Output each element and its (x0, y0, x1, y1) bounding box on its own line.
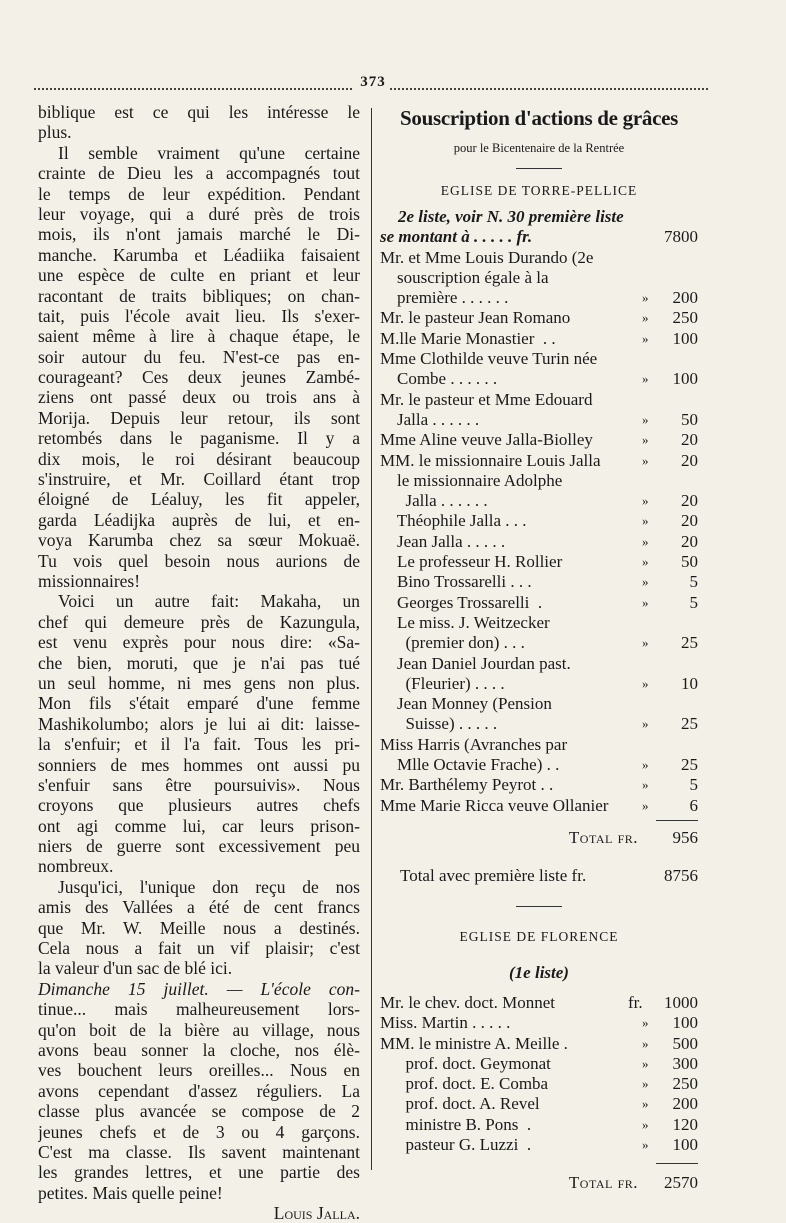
subscription-entry (380, 390, 698, 410)
donor-name: Jalla . . . . . . (380, 491, 488, 511)
florence-total: Total fr. 2570 (380, 1171, 698, 1195)
donation-amount: 25 (681, 755, 698, 775)
subscription-entry (380, 471, 698, 491)
text-line: un seul homme, ni mes gens non plus. (38, 672, 360, 693)
ditto-mark: » (642, 635, 649, 651)
ditto-mark: » (642, 432, 649, 448)
donation-amount: 20 (681, 531, 698, 551)
text-line: la valeur d'un sac de blé ici. (38, 958, 233, 979)
text-line: petites. Mais quelle peine! (38, 1182, 223, 1203)
text-line: tinue... mais malheureusement lors- (38, 999, 360, 1020)
donation-amount: 500 (672, 1033, 698, 1053)
text-line: Cela nous a fait un vif plaisir; c'est (38, 938, 360, 959)
subscription-entry (380, 593, 698, 613)
ditto-mark: » (642, 371, 649, 387)
ditto-mark: » (642, 1035, 649, 1051)
text-line: missionnaires! (38, 570, 141, 591)
ditto-mark: » (642, 675, 649, 691)
ditto-mark: » (642, 574, 649, 590)
donation-amount: 20 (681, 511, 698, 531)
text-line: manche. Karumba et Léadiika faisaient (38, 244, 360, 265)
donation-amount: 1000 (664, 992, 698, 1012)
subscription-entry (380, 1115, 698, 1135)
donor-name: prof. doct. A. Revel (380, 1094, 540, 1114)
text-line: avons beau sonner la cloche, nos élè- (38, 1039, 360, 1060)
header-ornament-right (390, 88, 708, 90)
donor-name: Le miss. J. Weitzecker (380, 612, 550, 632)
subscription-entry (380, 532, 698, 552)
section-heading-florence: EGLISE DE FLORENCE (459, 928, 619, 944)
subscription-entry (380, 1135, 698, 1155)
subscription-entry (380, 674, 698, 694)
donor-name: Jalla . . . . . . (380, 409, 480, 429)
donation-amount: 120 (672, 1114, 698, 1134)
donor-name: MM. le ministre A. Meille . (380, 1033, 568, 1053)
donor-name: Miss. Martin . . . . . (380, 1013, 511, 1033)
text-line: chef qui demeure près de Kazungula, (38, 611, 360, 632)
text-line: éloigné de Léaluy, les fit appeler, (38, 489, 360, 510)
ditto-mark: » (642, 777, 649, 793)
text-line: dix mois, le roi désirant beaucoup (38, 448, 360, 469)
text-line: Tu vois quel besoin nous aurions de (38, 550, 360, 571)
donor-name: Georges Trossarelli . (380, 592, 543, 612)
text-line: amis des Vallées a été de cent francs (38, 897, 360, 918)
donor-name: Théophile Jalla . . . (380, 511, 527, 531)
ditto-mark: » (642, 1076, 649, 1092)
text-line: retombés dans le paganisme. Il y a (38, 428, 360, 449)
text-line: leur voyage, qui a duré près de trois (38, 203, 360, 224)
donation-amount: 25 (681, 714, 698, 734)
donation-amount: 100 (672, 328, 698, 348)
subscription-entry (380, 714, 698, 734)
subscription-entry (380, 248, 698, 268)
subscription-entry (380, 349, 698, 369)
donation-amount: 250 (672, 308, 698, 328)
florence-list-number: (1e liste) (509, 962, 569, 982)
text-line: ont agi comme lui, car leurs prison- (38, 815, 360, 836)
ditto-mark: » (642, 533, 649, 549)
subscription-entry (380, 613, 698, 633)
donor-name: le missionnaire Adolphe (380, 470, 563, 490)
total-rule (656, 1163, 698, 1164)
text-line: C'est ma classe. Ils savent maintenant (38, 1141, 360, 1162)
donor-name: Mr. le chev. doct. Monnet (380, 992, 555, 1012)
text-line: que Mr. W. Meille nous a destinés. (38, 917, 360, 938)
page-number: 373 (360, 74, 386, 90)
donor-name: Bino Trossarelli . . . (380, 572, 532, 592)
total-rule (656, 820, 698, 821)
text-line: saient même à lire à chaque étape, le (38, 326, 360, 347)
donation-amount: 250 (672, 1074, 698, 1094)
ditto-mark: » (642, 310, 649, 326)
subscription-title: Souscription d'actions de grâces (400, 106, 678, 130)
subscription-entry (380, 1094, 698, 1114)
subscription-entry (380, 694, 698, 714)
subscription-entry (380, 633, 698, 653)
donor-name: (premier don) . . . (380, 633, 525, 653)
florence-entries (380, 993, 698, 1155)
subscription-entry (380, 329, 698, 349)
text-line: sonniers de mes hommes ont aussi pu (38, 754, 360, 775)
subscription-entry (380, 1034, 698, 1054)
donor-name: Combe . . . . . . (380, 369, 498, 389)
text-line: qu'on boit de la bière au village, nous (38, 1019, 360, 1040)
ditto-mark: » (642, 554, 649, 570)
ditto-mark: fr. (628, 992, 643, 1012)
donor-name: MM. le missionnaire Louis Jalla (380, 450, 601, 470)
subscription-entry (380, 1013, 698, 1033)
text-line: Jusqu'ici, l'unique don reçu de nos (58, 876, 360, 897)
text-line: che bien, moruti, que je n'ai pas tué (38, 652, 360, 673)
text-line: jeunes chefs et de 3 ou 4 garçons. (38, 1121, 360, 1142)
text-line: plus. (38, 122, 72, 143)
donation-amount: 5 (689, 572, 698, 592)
donation-amount: 100 (672, 1013, 698, 1033)
section-heading-torre-pellice: EGLISE DE TORRE-PELLICE (440, 183, 638, 198)
donation-amount: 300 (672, 1053, 698, 1073)
intro-line-1: 2e liste, voir N. 30 première liste (398, 207, 624, 226)
text-line: crainte de Dieu les a accompagnés tout (38, 163, 360, 184)
subscription-entry (380, 491, 698, 511)
donation-amount: 5 (689, 775, 698, 795)
subscription-entry (380, 410, 698, 430)
ditto-mark: » (642, 1136, 649, 1152)
text-line: est venu exprès pour nous dire: «Sa- (38, 632, 360, 653)
subscription-entry (380, 572, 698, 592)
donor-name: Suisse) . . . . . (380, 714, 498, 734)
donor-name: Mme Aline veuve Jalla-Biolley (380, 430, 593, 450)
subscription-entry (380, 993, 698, 1013)
subscription-entry (380, 735, 698, 755)
subscription-entry (380, 369, 698, 389)
donor-name: Mme Marie Ricca veuve Ollanier (380, 795, 609, 815)
text-line: Il semble vraiment qu'une certaine (58, 142, 360, 163)
ditto-mark: » (642, 1055, 649, 1071)
text-line: les grandes lettres, et une partie des (38, 1162, 360, 1183)
donor-name: Le professeur H. Rollier (380, 552, 563, 572)
ditto-mark: » (642, 594, 649, 610)
text-line: avons cependant d'assez réguliers. La (38, 1080, 360, 1101)
text-line: courageant? Ces deux jeunes Zambé- (38, 367, 360, 388)
ditto-mark: » (642, 330, 649, 346)
text-line: Mon fils s'était emparé d'une femme (38, 693, 360, 714)
donation-amount: 20 (681, 430, 698, 450)
subscription-entry (380, 288, 698, 308)
donation-amount: 50 (681, 552, 698, 572)
ditto-mark: » (642, 1096, 649, 1112)
header-ornament-left (34, 88, 352, 90)
donation-amount: 20 (681, 491, 698, 511)
donor-name: première . . . . . . (380, 288, 509, 308)
donation-amount: 20 (681, 450, 698, 470)
left-column-text (38, 102, 360, 1223)
text-line: le temps de leur expédition. Pendant (38, 183, 360, 204)
text-line: voya Karumba chez sa sœur Mokuaë. (38, 530, 360, 551)
subscription-entry (380, 755, 698, 775)
subscription-entry (380, 451, 698, 471)
ditto-mark: » (642, 513, 649, 529)
ditto-mark: » (642, 452, 649, 468)
donor-name: Mr. le pasteur Jean Romano (380, 308, 571, 328)
grand-total: Total avec première liste fr. 8756 (400, 865, 698, 885)
donor-name: Miss Harris (Avranches par (380, 734, 568, 754)
torre-pellice-total: Total fr. 956 (380, 826, 698, 850)
ditto-mark: » (642, 757, 649, 773)
ditto-mark: » (642, 1116, 649, 1132)
donor-name: M.lle Marie Monastier . . (380, 328, 556, 348)
title-rule (516, 168, 562, 169)
donor-name: ministre B. Pons . (380, 1114, 532, 1134)
donation-amount: 200 (672, 288, 698, 308)
text-line: tait, puis l'école avait lieu. Ils s'exer- (38, 305, 360, 326)
text-line: une espèce de culte en priant et leur (38, 265, 360, 286)
donation-amount: 200 (672, 1094, 698, 1114)
subscription-entry (380, 796, 698, 816)
text-line: niers de guerre sont excessivement peu (38, 836, 360, 857)
donor-name: Jean Monney (Pension (380, 694, 552, 714)
donation-amount: 5 (689, 592, 698, 612)
donor-name: (Fleurier) . . . . (380, 673, 505, 693)
subscription-entry (380, 268, 698, 288)
text-line: garda Léadijka auprès de lui, et en- (38, 509, 360, 530)
text-line: ves bouchent leurs oreilles... Nous en (38, 1060, 360, 1081)
text-line: soir autour du feu. N'est-ce pas en- (38, 346, 360, 367)
text-line: biblique est ce qui les intéresse le (38, 102, 360, 122)
donor-name: Mr. et Mme Louis Durando (2e (380, 247, 594, 267)
text-line: ziens ont passé deux ou trois ans à (38, 387, 360, 408)
donor-name: Jean Daniel Jourdan past. (380, 653, 571, 673)
text-line: racontant de traits bibliques; on chan- (38, 285, 360, 306)
text-line: mois, ils n'ont jamais marché le Di- (38, 224, 360, 245)
subscription-entry (380, 1074, 698, 1094)
ditto-mark: » (642, 411, 649, 427)
subscription-entry (380, 654, 698, 674)
donation-amount: 100 (672, 369, 698, 389)
page-header (34, 74, 708, 96)
ditto-mark: » (642, 716, 649, 732)
ditto-mark: » (642, 1015, 649, 1031)
text-line: s'instruire, et Mr. Coillard étant trop (38, 469, 360, 490)
donation-amount: 6 (689, 795, 698, 815)
donor-name: Mlle Octavie Frache) . . (380, 755, 560, 775)
donation-amount: 100 (672, 1134, 698, 1154)
right-column-subscription (380, 100, 698, 1195)
donor-name: Jean Jalla . . . . . (380, 531, 506, 551)
donor-name: Mr. Barthélemy Peyrot . . (380, 775, 554, 795)
donor-name: prof. doct. Geymonat (380, 1053, 551, 1073)
text-line: croyons que plusieurs autres chefs (38, 795, 360, 816)
subscription-entry (380, 1054, 698, 1074)
ditto-mark: » (642, 290, 649, 306)
text-line: classe plus avancée se compose de 2 (38, 1101, 360, 1122)
text-line: Louis Jalla. (273, 1203, 360, 1223)
donor-name: Mr. le pasteur et Mme Edouard (380, 389, 593, 409)
column-divider (371, 108, 372, 1170)
subscription-entry (380, 511, 698, 531)
text-line: s'enfuir sans être poursuivis». Nous (38, 774, 360, 795)
donation-amount: 50 (681, 409, 698, 429)
subscription-entry (380, 308, 698, 328)
donor-name: Mme Clothilde veuve Turin née (380, 349, 598, 369)
donor-name: prof. doct. E. Comba (380, 1074, 549, 1094)
text-line: la s'enfuir; et il l'a fait. Tous les pri- (38, 734, 360, 755)
donation-amount: 25 (681, 633, 698, 653)
text-line: Morija. Depuis leur retour, ils sont (38, 407, 360, 428)
intro-line-2: se montant à . . . . . fr. 7800 (380, 227, 698, 247)
ditto-mark: » (642, 493, 649, 509)
ditto-mark: » (642, 797, 649, 813)
text-line: Dimanche 15 juillet. — L'école con- (38, 978, 360, 999)
donation-amount: 10 (681, 673, 698, 693)
subscription-entry (380, 775, 698, 795)
subscription-entry (380, 552, 698, 572)
donor-name: pasteur G. Luzzi . (380, 1134, 532, 1154)
text-line: Mashikolumbo; alors je lui ai dit: laisse- (38, 713, 360, 734)
donor-name: souscription égale à la (380, 267, 549, 287)
torre-pellice-entries (380, 248, 698, 816)
text-line: Voici un autre fait: Makaha, un (58, 591, 360, 612)
subscription-entry (380, 430, 698, 450)
subscription-subtitle: pour le Bicentenaire de la Rentrée (453, 141, 625, 155)
section-rule (516, 906, 562, 907)
text-line: nombreux. (38, 856, 114, 877)
